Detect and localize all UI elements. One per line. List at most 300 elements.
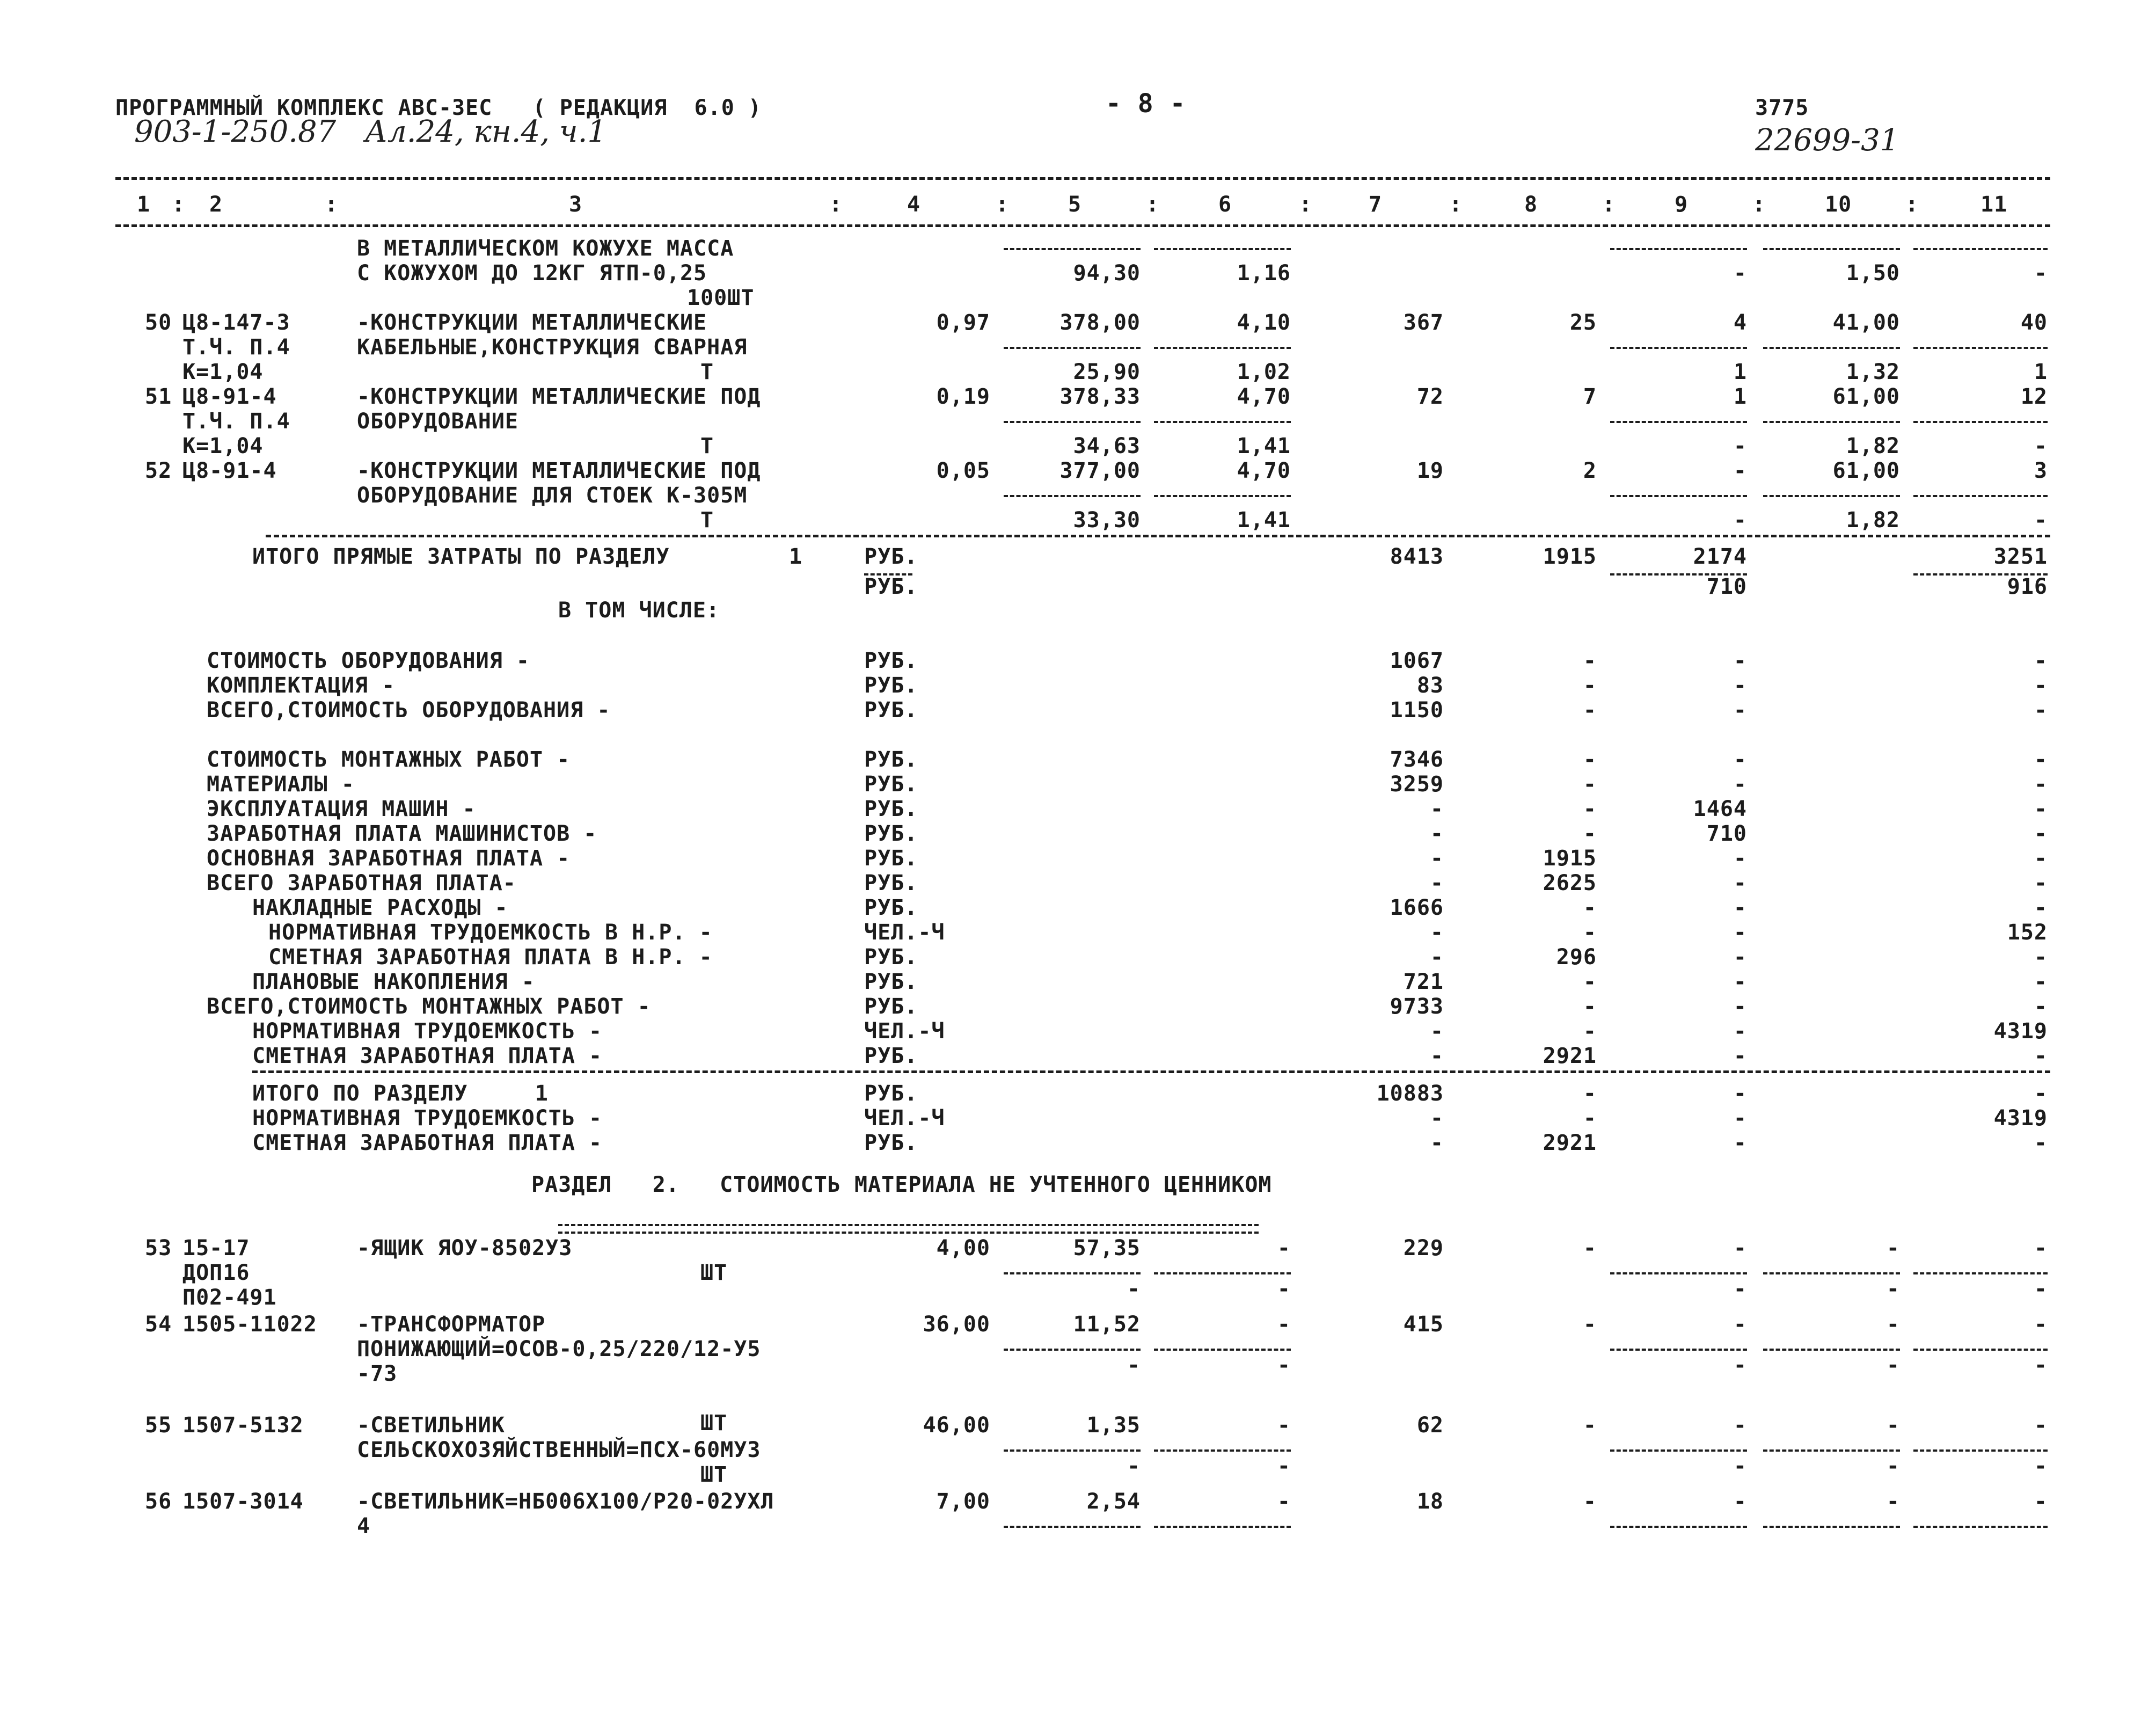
item-description: СЕЛЬСКОХОЗЯЙСТВЕННЫЙ=ПСХ-60МУ3 [357, 1438, 761, 1462]
subtotal-rule [1763, 1272, 1900, 1274]
subtotal-rule [1004, 248, 1141, 250]
itogo-section-label: СМЕТНАЯ ЗАРАБОТНАЯ ПЛАТА - [252, 1131, 603, 1155]
cell-c11: 152 [2007, 920, 2048, 945]
subtotal-rule [1004, 347, 1141, 349]
column-separator: : [1449, 192, 1463, 217]
summary-label: СМЕТНАЯ ЗАРАБОТНАЯ ПЛАТА В Н.Р. - [268, 945, 713, 970]
column-number: 7 [1369, 192, 1383, 217]
subtotal-rule [1763, 1526, 1900, 1528]
cell-c11b: - [2034, 508, 2048, 533]
subtotal-rule [1913, 1349, 2048, 1351]
summary-unit: РУБ. [864, 797, 918, 821]
cell-c9: - [1733, 1044, 1747, 1068]
column-number: 10 [1825, 192, 1852, 217]
norm-code: 1505-11022 [182, 1312, 317, 1337]
summary-label: СТОИМОСТЬ МОНТАЖНЫХ РАБОТ - [207, 747, 571, 772]
summary-unit: РУБ. [864, 1044, 918, 1068]
item-description: ПОНИЖАЮЩИЙ=ОСОВ-0,25/220/12-У5 [357, 1337, 761, 1361]
cell-c11b: 1 [2034, 360, 2048, 384]
cell-c10b: - [1886, 1454, 1900, 1478]
item-description: КАБЕЛЬНЫЕ,КОНСТРУКЦИЯ СВАРНАЯ [357, 335, 748, 360]
cell-c6b: - [1277, 1277, 1291, 1301]
summary-unit: РУБ. [864, 994, 918, 1019]
column-separator: : [829, 192, 843, 217]
norm-code: Ц8-91-4 [182, 458, 277, 483]
summary-label: ПЛАНОВЫЕ НАКОПЛЕНИЯ - [252, 970, 535, 994]
subtotal-rule [1004, 421, 1141, 423]
cell-c4: 0,97 [936, 310, 990, 335]
cell-c11: - [2034, 772, 2048, 797]
cell-c10b: 1,82 [1846, 508, 1900, 533]
cell-c4: 0,19 [936, 384, 990, 409]
norm-code: 15-17 [182, 1236, 250, 1261]
subtotal-rule [1004, 1526, 1141, 1528]
column-separator: : [1905, 192, 1919, 217]
cell-c9: - [1733, 1489, 1747, 1514]
cell-c10: - [1886, 1236, 1900, 1261]
subtotal-rule [1913, 1272, 2048, 1274]
section-2-double-rule [558, 1224, 1259, 1234]
cell-c10b: 1,50 [1846, 261, 1900, 286]
summary-unit: РУБ. [864, 772, 918, 797]
cell-c8: - [1583, 994, 1597, 1019]
cell-c9: - [1733, 1106, 1747, 1131]
cell-c11: 3 [2034, 458, 2048, 483]
cell-c5b: - [1127, 1277, 1141, 1301]
subtotal-rule [1004, 1449, 1141, 1452]
cell-c8: - [1583, 821, 1597, 846]
column-number: 5 [1068, 192, 1082, 217]
cell-c7: 415 [1403, 1312, 1444, 1337]
cell-c11: - [2034, 871, 2048, 895]
subtotal-rule [1154, 495, 1291, 497]
cell-c7: 1150 [1390, 698, 1444, 723]
cell-c6: 4,10 [1237, 310, 1291, 335]
cell-c9: - [1733, 1081, 1747, 1106]
subtotal-rule [1610, 1526, 1747, 1528]
item-number: 54 [145, 1312, 172, 1337]
cell-c6: - [1277, 1312, 1291, 1337]
item-description: -ЯЩИК ЯОУ-8502У3 [357, 1236, 573, 1261]
cell-c5: 377,00 [1059, 458, 1141, 483]
summary-label: ВСЕГО ЗАРАБОТНАЯ ПЛАТА- [207, 871, 516, 895]
cell-c8: - [1583, 772, 1597, 797]
top-rule [115, 177, 2050, 180]
cell-c7: 367 [1403, 310, 1444, 335]
norm-code: Ц8-147-3 [182, 310, 290, 335]
cell-c7: 10883 [1376, 1081, 1444, 1106]
itogo-direct-label: ИТОГО ПРЯМЫЕ ЗАТРАТЫ ПО РАЗДЕЛУ [252, 544, 670, 569]
column-number: 11 [1980, 192, 2008, 217]
cell-c9: 4 [1733, 310, 1747, 335]
cell-c11: - [2034, 846, 2048, 871]
document-number: 3775 [1755, 96, 1809, 120]
subtotal-rule [1610, 1349, 1747, 1351]
cell-c7: - [1430, 945, 1444, 970]
item-description: В МЕТАЛЛИЧЕСКОМ КОЖУХЕ МАССА [357, 236, 734, 261]
cell-c11b: - [2034, 1277, 2048, 1301]
cell-c6b: 1,02 [1237, 360, 1291, 384]
cell-c7: - [1430, 920, 1444, 945]
summary-label: НАКЛАДНЫЕ РАСХОДЫ - [252, 895, 508, 920]
cell-c4: 0,05 [936, 458, 990, 483]
summary-unit: РУБ. [864, 747, 918, 772]
cell-c9b: - [1733, 1454, 1747, 1478]
cell-c10b: - [1886, 1277, 1900, 1301]
norm-code: 1507-5132 [182, 1413, 304, 1438]
cell-c8: 25 [1569, 310, 1597, 335]
subtotal-rule [1154, 1449, 1291, 1452]
cell-c7: 721 [1403, 970, 1444, 994]
handwritten-sheet-number: 22699-31 [1755, 123, 1899, 158]
cell-c11: - [2034, 649, 2048, 673]
cell-c9b: - [1733, 434, 1747, 458]
cell-c11: - [2034, 945, 2048, 970]
cell-c9: - [1733, 970, 1747, 994]
cell-c8: - [1583, 1081, 1597, 1106]
cell-c5: 378,00 [1059, 310, 1141, 335]
cell-c8: 2625 [1543, 871, 1597, 895]
cell-c7: 3259 [1390, 772, 1444, 797]
cell-c4: 4,00 [936, 1236, 990, 1261]
unit-of-measure: Т [700, 434, 714, 458]
section-rule [266, 535, 2050, 537]
itogo-section-unit: РУБ. [864, 1081, 918, 1106]
column-separator: : [1299, 192, 1313, 217]
cell-c7: 8413 [1390, 544, 1444, 569]
subtotal-rule [1763, 421, 1900, 423]
cell-c7: - [1430, 871, 1444, 895]
column-number: 8 [1524, 192, 1538, 217]
cell-c9: - [1733, 458, 1747, 483]
summary-unit: РУБ. [864, 871, 918, 895]
itogo-direct-unit: РУБ. [864, 544, 918, 569]
item-description: -КОНСТРУКЦИИ МЕТАЛЛИЧЕСКИЕ ПОД [357, 384, 761, 409]
cell-c9: - [1733, 846, 1747, 871]
cell-c6: 4,70 [1237, 384, 1291, 409]
cell-c11: 4319 [1993, 1019, 2048, 1044]
cell-c9: - [1733, 1312, 1747, 1337]
cell-c11: - [2034, 994, 2048, 1019]
cell-c9b: 1 [1733, 360, 1747, 384]
cell-c9b: 710 [1706, 574, 1747, 599]
itogo-section-unit: ЧЕЛ.-Ч [864, 1106, 945, 1131]
column-number: 2 [209, 192, 223, 217]
cell-c11: - [2034, 1236, 2048, 1261]
summary-unit: ЧЕЛ.-Ч [864, 1019, 945, 1044]
norm-code: ДОП16 [182, 1261, 250, 1285]
cell-c9: 710 [1706, 821, 1747, 846]
unit-of-measure: 100ШТ [687, 286, 755, 310]
cell-c9: - [1733, 673, 1747, 698]
cell-c7: - [1430, 1044, 1444, 1068]
cell-c7: 1067 [1390, 649, 1444, 673]
cell-c6: - [1277, 1236, 1291, 1261]
column-number: 9 [1675, 192, 1689, 217]
subtotal-rule [1610, 1449, 1747, 1452]
norm-code: Ц8-91-4 [182, 384, 277, 409]
cell-c7: 18 [1416, 1489, 1444, 1514]
cell-c8: - [1583, 673, 1597, 698]
item-description: -ТРАНСФОРМАТОР [357, 1312, 546, 1337]
cell-c5: 1,35 [1086, 1413, 1141, 1438]
cell-c6: - [1277, 1413, 1291, 1438]
cell-c11b: - [2034, 1353, 2048, 1378]
cell-c11b: - [2034, 434, 2048, 458]
v-tom-chisle-label: В ТОМ ЧИСЛЕ: [558, 598, 720, 623]
subtotal-rule [1913, 1449, 2048, 1452]
column-separator: : [325, 192, 339, 217]
cell-c5b: - [1127, 1454, 1141, 1478]
itogo-section-label: ИТОГО ПО РАЗДЕЛУ 1 [252, 1081, 549, 1106]
cell-c8: - [1583, 920, 1597, 945]
cell-c9: - [1733, 1413, 1747, 1438]
cell-c8: 2921 [1543, 1044, 1597, 1068]
cell-c4: 36,00 [923, 1312, 990, 1337]
cell-c8: - [1583, 1106, 1597, 1131]
cell-c9: - [1733, 1019, 1747, 1044]
summary-label: НОРМАТИВНАЯ ТРУДОЕМКОСТЬ - [252, 1019, 603, 1044]
item-description: ОБОРУДОВАНИЕ ДЛЯ СТОЕК К-305М [357, 483, 748, 508]
cell-c6b: - [1277, 1454, 1291, 1478]
summary-unit: РУБ. [864, 895, 918, 920]
item-description: ОБОРУДОВАНИЕ [357, 409, 518, 434]
cell-c9b: - [1733, 1353, 1747, 1378]
norm-code: Т.Ч. П.4 [182, 335, 290, 360]
cell-c9: - [1733, 1236, 1747, 1261]
cell-c11: 3251 [1993, 544, 2048, 569]
subtotal-rule [1763, 1449, 1900, 1452]
cell-c9b: - [1733, 508, 1747, 533]
cell-c11: - [2034, 1131, 2048, 1155]
summary-label: ОСНОВНАЯ ЗАРАБОТНАЯ ПЛАТА - [207, 846, 571, 871]
cell-c9: 2174 [1693, 544, 1747, 569]
summary-label: МАТЕРИАЛЫ - [207, 772, 355, 797]
section-2-title: РАЗДЕЛ 2. СТОИМОСТЬ МАТЕРИАЛА НЕ УЧТЕННОГО ЦЕННИКОМ [531, 1172, 1272, 1197]
handwritten-album-ref: 903-1-250.87 Ал.24, кн.4, ч.1 [134, 114, 607, 149]
item-number: 50 [145, 310, 172, 335]
cell-c8: 296 [1556, 945, 1597, 970]
cell-c8: - [1583, 797, 1597, 821]
cell-c9: - [1733, 871, 1747, 895]
summary-label: НОРМАТИВНАЯ ТРУДОЕМКОСТЬ В Н.Р. - [268, 920, 713, 945]
subtotal-rule [1004, 1349, 1141, 1351]
cell-c6b: 1,41 [1237, 434, 1291, 458]
cell-c8: 2921 [1543, 1131, 1597, 1155]
cell-c6b: - [1277, 1353, 1291, 1378]
unit-of-measure: ШТ [700, 1261, 728, 1285]
cell-c11: - [2034, 747, 2048, 772]
cell-c11: - [2034, 1489, 2048, 1514]
subtotal-rule [1763, 347, 1900, 349]
summary-label: СТОИМОСТЬ ОБОРУДОВАНИЯ - [207, 649, 530, 673]
cell-c5: 2,54 [1086, 1489, 1141, 1514]
summary-unit: РУБ. [864, 649, 918, 673]
subtotal-rule [1004, 1272, 1141, 1274]
cell-c5b: 34,63 [1073, 434, 1141, 458]
subtotal-rule [1154, 1526, 1291, 1528]
summary-unit: РУБ. [864, 698, 918, 723]
cell-c7: - [1430, 821, 1444, 846]
cell-c8: - [1583, 1312, 1597, 1337]
section-rule [252, 1070, 2050, 1073]
subtotal-rule [1913, 495, 2048, 497]
subtotal-rule [1154, 248, 1291, 250]
unit-of-measure: Т [700, 508, 714, 533]
cell-c10: - [1886, 1489, 1900, 1514]
cell-c7: - [1430, 1106, 1444, 1131]
summary-unit: ЧЕЛ.-Ч [864, 920, 945, 945]
norm-code: К=1,04 [182, 360, 264, 384]
subtotal-rule [1913, 248, 2048, 250]
subtotal-rule [1154, 1349, 1291, 1351]
cell-c4: 46,00 [923, 1413, 990, 1438]
cell-c7: - [1430, 797, 1444, 821]
norm-code: П02-491 [182, 1285, 277, 1310]
cell-c10: - [1886, 1413, 1900, 1438]
cell-c6: 4,70 [1237, 458, 1291, 483]
cell-c8: - [1583, 970, 1597, 994]
subtotal-rule [1763, 495, 1900, 497]
cell-c10: 41,00 [1832, 310, 1900, 335]
item-description: -КОНСТРУКЦИИ МЕТАЛЛИЧЕСКИЕ ПОД [357, 458, 761, 483]
cell-c9: 1464 [1693, 797, 1747, 821]
item-number: 55 [145, 1413, 172, 1438]
cell-c9: 1 [1733, 384, 1747, 409]
cell-c9b: - [1733, 261, 1747, 286]
column-number: 4 [907, 192, 921, 217]
subtotal-rule [1610, 421, 1747, 423]
cell-c10: 61,00 [1832, 384, 1900, 409]
summary-unit: РУБ. [864, 945, 918, 970]
summary-label: СМЕТНАЯ ЗАРАБОТНАЯ ПЛАТА - [252, 1044, 603, 1068]
cell-c10b: - [1886, 1353, 1900, 1378]
unit-of-measure: ШТ [700, 1411, 728, 1436]
summary-label: ВСЕГО,СТОИМОСТЬ МОНТАЖНЫХ РАБОТ - [207, 994, 651, 1019]
subtotal-rule [1763, 1349, 1900, 1351]
item-number: 53 [145, 1236, 172, 1261]
item-description: -СВЕТИЛЬНИК=НБ006Х100/Р20-02УХЛ [357, 1489, 774, 1514]
subtotal-rule [1610, 347, 1747, 349]
cell-c4: 7,00 [936, 1489, 990, 1514]
column-separator: : [1602, 192, 1616, 217]
cell-c9: - [1733, 920, 1747, 945]
cell-c11: - [2034, 1312, 2048, 1337]
cell-c7: 7346 [1390, 747, 1444, 772]
cell-c8: 2 [1583, 458, 1597, 483]
itogo-section-unit: РУБ. [864, 1131, 918, 1155]
summary-label: ЗАРАБОТНАЯ ПЛАТА МАШИНИСТОВ - [207, 821, 597, 846]
program-header: ПРОГРАММНЫЙ КОМПЛЕКС АВС-3ЕС ( РЕДАКЦИЯ 6.0 ) [115, 96, 762, 120]
subtotal-rule [1154, 347, 1291, 349]
cell-c8: - [1583, 747, 1597, 772]
summary-unit: РУБ. [864, 821, 918, 846]
cell-c5b: 94,30 [1073, 261, 1141, 286]
header-bottom-rule [115, 224, 2050, 227]
cell-c5b: - [1127, 1353, 1141, 1378]
subtotal-rule [1610, 1272, 1747, 1274]
cell-c7: - [1430, 846, 1444, 871]
cell-c5b: 33,30 [1073, 508, 1141, 533]
subtotal-rule [1154, 1272, 1291, 1274]
page-number: - 8 - [1106, 89, 1186, 119]
cell-c11: - [2034, 1413, 2048, 1438]
subtotal-rule [1610, 248, 1747, 250]
cell-c5: 378,33 [1059, 384, 1141, 409]
item-number: 52 [145, 458, 172, 483]
column-separator: : [172, 192, 186, 217]
cell-c6: - [1277, 1489, 1291, 1514]
norm-code: 1507-3014 [182, 1489, 304, 1514]
cell-c11: - [2034, 698, 2048, 723]
item-number: 51 [145, 384, 172, 409]
cell-c11: - [2034, 673, 2048, 698]
summary-label: ЭКСПЛУАТАЦИЯ МАШИН - [207, 797, 476, 821]
cell-c11: - [2034, 895, 2048, 920]
item-description: С КОЖУХОМ ДО 12КГ ЯТП-0,25 [357, 261, 707, 286]
subtotal-rule [1913, 1526, 2048, 1528]
cell-c9: - [1733, 698, 1747, 723]
item-description: -73 [357, 1361, 398, 1386]
cell-c9: - [1733, 649, 1747, 673]
cell-c7: 72 [1416, 384, 1444, 409]
cell-c7: 62 [1416, 1413, 1444, 1438]
cell-c11b: - [2034, 1454, 2048, 1478]
itogo-direct-unit: РУБ. [864, 574, 918, 599]
cell-c7: 9733 [1390, 994, 1444, 1019]
column-separator: : [1146, 192, 1160, 217]
column-separator: : [1752, 192, 1766, 217]
cell-c11b: 916 [2007, 574, 2048, 599]
norm-code: К=1,04 [182, 434, 264, 458]
subtotal-rule [1913, 421, 2048, 423]
cell-c8: 1915 [1543, 544, 1597, 569]
cell-c11: - [2034, 821, 2048, 846]
itogo-section-label: НОРМАТИВНАЯ ТРУДОЕМКОСТЬ - [252, 1106, 603, 1131]
cell-c7: - [1430, 1019, 1444, 1044]
cell-c9: - [1733, 772, 1747, 797]
cell-c11b: - [2034, 261, 2048, 286]
subtotal-rule [1913, 347, 2048, 349]
column-number: 1 [137, 192, 151, 217]
summary-label: КОМПЛЕКТАЦИЯ - [207, 673, 396, 698]
item-description: 4 [357, 1514, 371, 1539]
cell-c8: - [1583, 649, 1597, 673]
cell-c11: 12 [2020, 384, 2048, 409]
cell-c11: - [2034, 797, 2048, 821]
summary-unit: РУБ. [864, 673, 918, 698]
cell-c8: - [1583, 1489, 1597, 1514]
cell-c5: 57,35 [1073, 1236, 1141, 1261]
cell-c8: 7 [1583, 384, 1597, 409]
cell-c7: 1666 [1390, 895, 1444, 920]
cell-c7: 229 [1403, 1236, 1444, 1261]
cell-c11: 40 [2020, 310, 2048, 335]
cell-c11: 4319 [1993, 1106, 2048, 1131]
cell-c9b: - [1733, 1277, 1747, 1301]
item-description: -КОНСТРУКЦИИ МЕТАЛЛИЧЕСКИЕ [357, 310, 707, 335]
column-number: 6 [1218, 192, 1232, 217]
cell-c9: - [1733, 945, 1747, 970]
cell-c7: - [1430, 1131, 1444, 1155]
subtotal-rule [1004, 495, 1141, 497]
cell-c10: - [1886, 1312, 1900, 1337]
cell-c10b: 1,82 [1846, 434, 1900, 458]
item-number: 56 [145, 1489, 172, 1514]
summary-label: ВСЕГО,СТОИМОСТЬ ОБОРУДОВАНИЯ - [207, 698, 611, 723]
itogo-direct-section: 1 [789, 544, 803, 569]
cell-c8: - [1583, 1413, 1597, 1438]
